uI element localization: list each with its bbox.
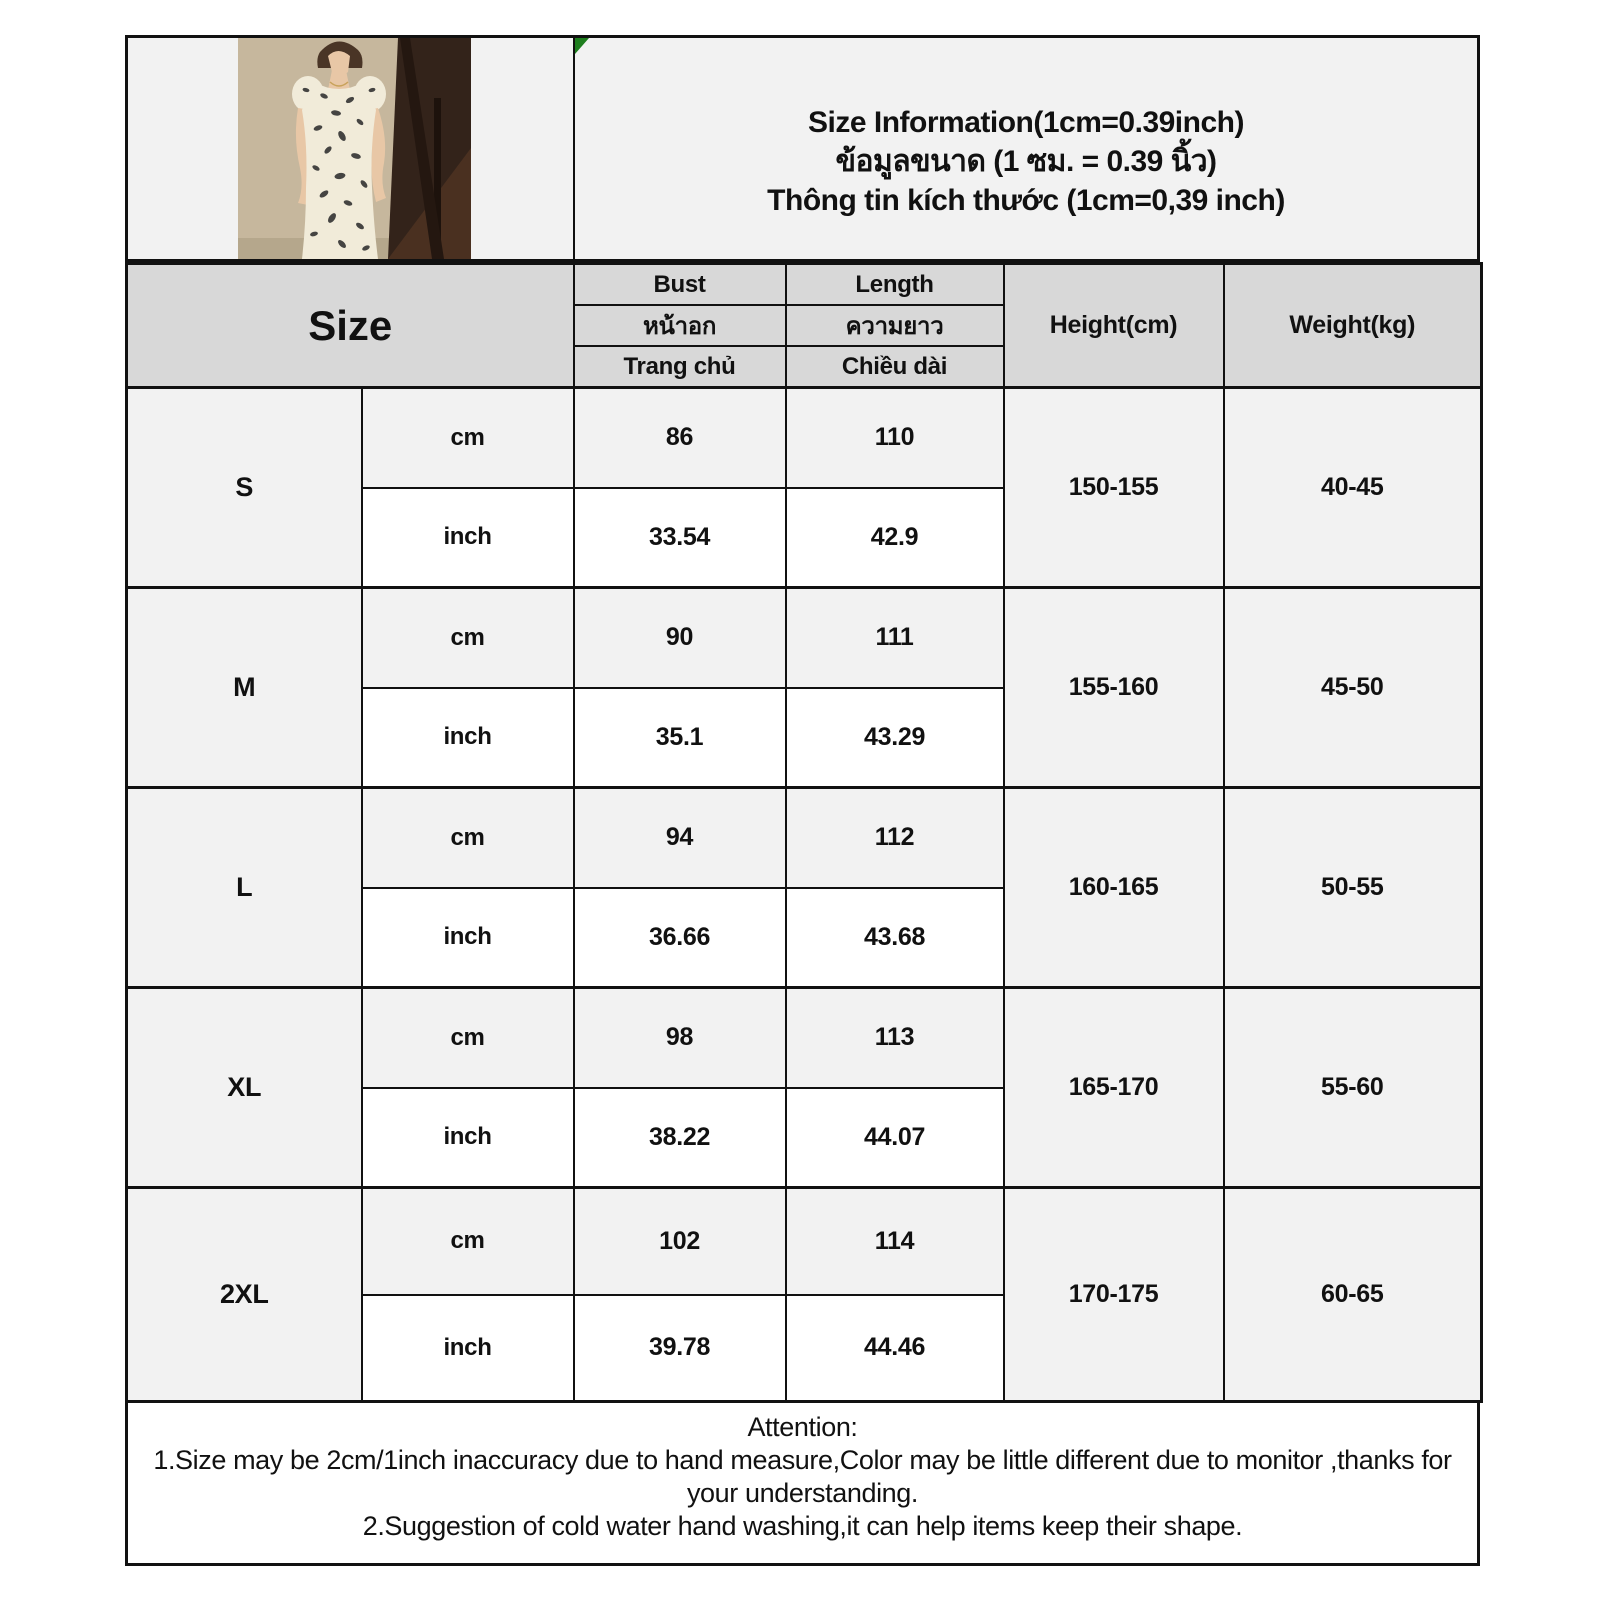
size-table-header xyxy=(127,264,1482,388)
bust-cm-cell: 98 xyxy=(574,988,786,1088)
weight-cell: 50-55 xyxy=(1224,788,1482,988)
unit-inch-cell: inch xyxy=(362,488,574,588)
weight-cell: 40-45 xyxy=(1224,388,1482,588)
attention-note-1: 1.Size may be 2cm/1inch inaccuracy due to hand measure,Color may be little different due to monitor ,thanks for your understanding. xyxy=(153,1445,1452,1508)
length-inch-cell: 43.29 xyxy=(786,688,1004,788)
bust-inch-cell: 36.66 xyxy=(574,888,786,988)
unit-inch-cell: inch xyxy=(362,1295,574,1402)
bust-inch-cell: 35.1 xyxy=(574,688,786,788)
bust-inch-cell: 39.78 xyxy=(574,1295,786,1402)
length-cm-cell: 112 xyxy=(786,788,1004,888)
size-table xyxy=(125,262,1483,1403)
weight-cell: 55-60 xyxy=(1224,988,1482,1188)
product-photo-cell xyxy=(128,38,575,259)
size-label-cell: XL xyxy=(127,988,362,1188)
length-header-en: Length xyxy=(786,264,1004,306)
bust-header-vi: Trang chủ xyxy=(574,346,786,388)
attention-block xyxy=(125,1403,1480,1566)
unit-cm-cell: cm xyxy=(362,788,574,888)
bust-cm-cell: 90 xyxy=(574,588,786,688)
weight-cell: 45-50 xyxy=(1224,588,1482,788)
length-inch-cell: 44.07 xyxy=(786,1088,1004,1188)
title-line-th: ข้อมูลขนาด (1 ซม. = 0.39 นิ้ว) xyxy=(835,145,1217,178)
green-corner-marker-icon xyxy=(575,38,589,54)
bust-header-th: หน้าอก xyxy=(574,305,786,346)
length-header-vi: Chiều dài xyxy=(786,346,1004,388)
length-inch-cell: 44.46 xyxy=(786,1295,1004,1402)
size-label-cell: S xyxy=(127,388,362,588)
height-cell: 160-165 xyxy=(1004,788,1224,988)
size-label-cell: L xyxy=(127,788,362,988)
bust-inch-cell: 33.54 xyxy=(574,488,786,588)
length-inch-cell: 42.9 xyxy=(786,488,1004,588)
bust-cm-cell: 94 xyxy=(574,788,786,888)
bust-cm-cell: 102 xyxy=(574,1188,786,1295)
size-info-title-cell xyxy=(575,38,1477,259)
unit-inch-cell: inch xyxy=(362,888,574,988)
height-header: Height(cm) xyxy=(1004,264,1224,388)
product-photo xyxy=(238,38,471,259)
unit-inch-cell: inch xyxy=(362,688,574,788)
size-header-cell: Size xyxy=(127,264,574,388)
size-label-cell: 2XL xyxy=(127,1188,362,1402)
height-cell: 150-155 xyxy=(1004,388,1224,588)
unit-cm-cell: cm xyxy=(362,588,574,688)
size-table-body xyxy=(127,388,1482,1402)
bust-header-en: Bust xyxy=(574,264,786,306)
length-header-th: ความยาว xyxy=(786,305,1004,346)
height-cell: 155-160 xyxy=(1004,588,1224,788)
length-cm-cell: 114 xyxy=(786,1188,1004,1295)
attention-title: Attention: xyxy=(747,1412,858,1442)
bust-inch-cell: 38.22 xyxy=(574,1088,786,1188)
weight-cell: 60-65 xyxy=(1224,1188,1482,1402)
length-cm-cell: 110 xyxy=(786,388,1004,488)
length-cm-cell: 111 xyxy=(786,588,1004,688)
header-block xyxy=(125,35,1480,262)
unit-inch-cell: inch xyxy=(362,1088,574,1188)
title-line-vi: Thông tin kích thước (1cm=0,39 inch) xyxy=(767,184,1285,217)
size-label-cell: M xyxy=(127,588,362,788)
unit-cm-cell: cm xyxy=(362,388,574,488)
height-cell: 170-175 xyxy=(1004,1188,1224,1402)
length-inch-cell: 43.68 xyxy=(786,888,1004,988)
size-chart-sheet xyxy=(125,35,1480,1566)
height-cell: 165-170 xyxy=(1004,988,1224,1188)
bust-cm-cell: 86 xyxy=(574,388,786,488)
attention-note-2: 2.Suggestion of cold water hand washing,it can help items keep their shape. xyxy=(362,1511,1243,1541)
unit-cm-cell: cm xyxy=(362,988,574,1088)
length-cm-cell: 113 xyxy=(786,988,1004,1088)
unit-cm-cell: cm xyxy=(362,1188,574,1295)
title-line-en: Size Information(1cm=0.39inch) xyxy=(808,106,1244,139)
weight-header: Weight(kg) xyxy=(1224,264,1482,388)
